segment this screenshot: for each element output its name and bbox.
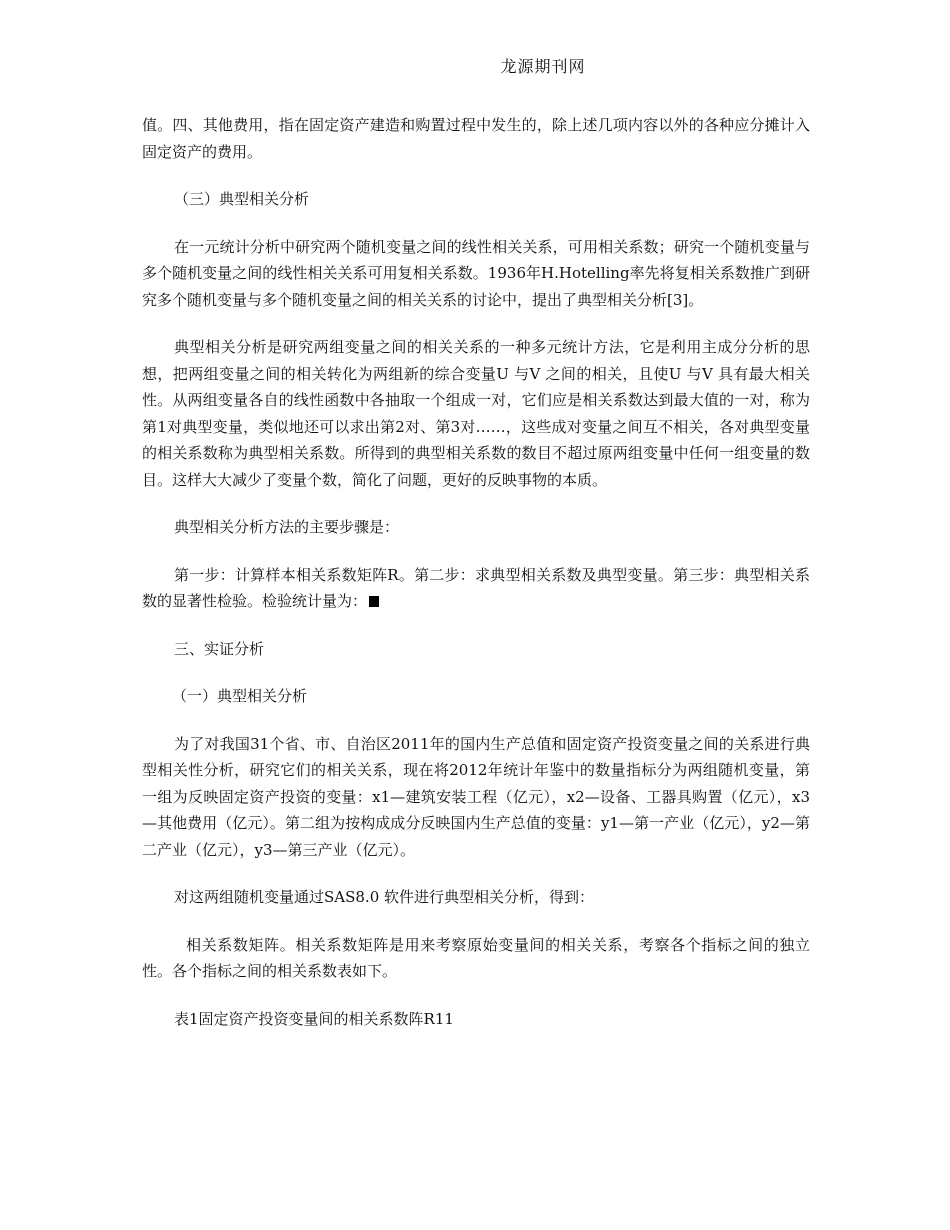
article-body <box>142 112 810 1053</box>
page-header <box>0 54 950 77</box>
paragraph-other-costs: 值。四、其他费用，指在固定资产建造和购置过程中发生的，除上述几项内容以外的各种应分摊计入固定资产的费用。 <box>142 116 810 161</box>
formula-placeholder-icon <box>369 596 379 607</box>
paragraph-variable-groups: 为了对我国31个省、市、自治区2011年的国内生产总值和固定资产投资变量之间的关系进行典型相关性分析，研究它们的相关关系，现在将2012年统计年鉴中的数量指标分为两组随机变量，第一组为反映固定资产投资的变量：x1—建筑安装工程（亿元），x2—设备、工器具购置（亿元），x3—其他费用（亿元）。第二组为按构成成分反映国内生产总值的变量：y1—第一产业（亿元），y2—第二产业（亿元），y3—第三产业（亿元）。 <box>142 734 810 859</box>
paragraph-sas-analysis: 对这两组随机变量通过SAS8.0 软件进行典型相关分析，得到： <box>174 888 595 906</box>
section-heading-typical-correlation: （三）典型相关分析 <box>174 190 310 208</box>
steps-text: 第一步：计算样本相关系数矩阵R。第二步：求典型相关系数及典型变量。第三步：典型相关系数的显著性检验。检验统计量为： <box>142 565 810 610</box>
paragraph-correlation-intro: 在一元统计分析中研究两个随机变量之间的线性相关关系，可用相关系数；研究一个随机变量与多个随机变量之间的线性相关关系可用复相关系数。1936年H.Hotelling率先将复相关系数推广到研究多个随机变量与多个随机变量之间的相关关系的讨论中，提出了典型相关分析[3]。 <box>142 237 810 309</box>
site-name: 龙源期刊网 <box>500 57 586 76</box>
paragraph-correlation-matrix: 相关系数矩阵。相关系数矩阵是用来考察原始变量间的相关关系，考察各个指标之间的独立性。各个指标之间的相关系数表如下。 <box>142 935 810 980</box>
paragraph-steps-detail <box>142 562 810 615</box>
subsection-heading-typical-correlation: （一）典型相关分析 <box>172 687 308 705</box>
paragraph-main-steps: 典型相关分析方法的主要步骤是： <box>174 518 400 536</box>
section-heading-empirical: 三、实证分析 <box>174 639 265 658</box>
paragraph-typical-correlation-definition: 典型相关分析是研究两组变量之间的相关关系的一种多元统计方法，它是利用主成分分析的思想，把两组变量之间的相关转化为两组新的综合变量U 与V 之间的相关，且使U 与V 具有最大相关性。从两组变量各自的线性函数中各抽取一个组成一对，它们应是相关系数达到最大值的一对，称为第1对典型变量，类似地还可以求出第2对、第3对……，这些成对变量之间互不相关，各对典型变量的相关系数称为典型相关系数。所得到的典型相关系数的数目不超过原两组变量中任何一组变量的数目。这样大大减少了变量个数，简化了问题，更好的反映事物的本质。 <box>142 338 810 489</box>
table-caption: 表1固定资产投资变量间的相关系数阵R11 <box>174 1009 454 1028</box>
